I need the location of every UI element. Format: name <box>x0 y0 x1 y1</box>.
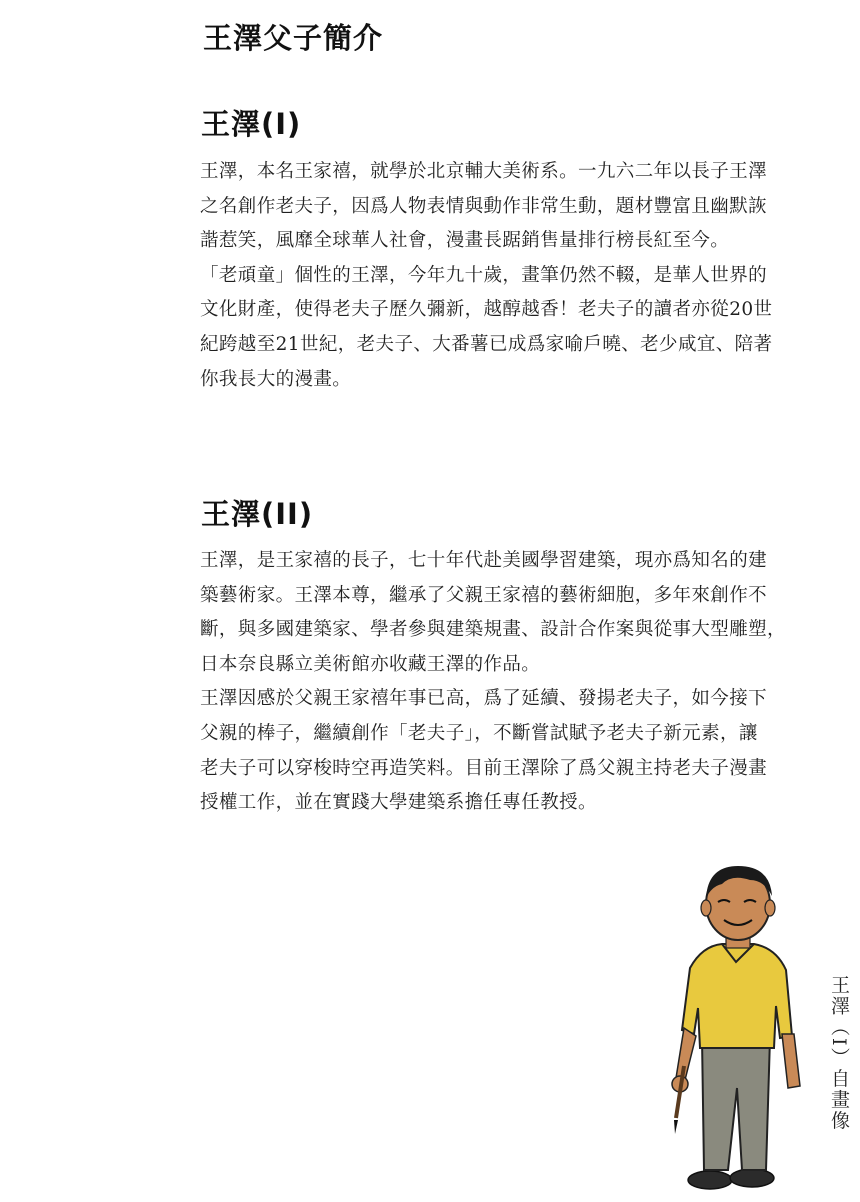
section-2-text <box>200 544 800 821</box>
text-line: 王澤，本名王家禧，就學於北京輔大美術系。一九六二年以長子王澤 <box>200 161 768 182</box>
text-line: 斷，與多國建築家、學者參與建築規畫、設計合作案與從事大型雕塑， <box>200 619 786 641</box>
portrait-caption: 王澤（I）自畫像 <box>828 975 850 1132</box>
text-line: 你我長大的漫畫。 <box>200 368 352 390</box>
text-line: 王澤因感於父親王家禧年事已高，爲了延續、發揚老夫子，如今接下 <box>200 688 768 710</box>
text-line: 王澤，是王家禧的長子，七十年代赴美國學習建築，現亦爲知名的建 <box>200 550 768 571</box>
text-line: 老夫子可以穿梭時空再造笑料。目前王澤除了爲父親主持老夫子漫畫 <box>200 757 768 779</box>
text-line: 諧惹笑，風靡全球華人社會，漫畫長踞銷售量排行榜長紅至今。 <box>200 230 730 252</box>
text-line: 日本奈良縣立美術館亦收藏王澤的作品。 <box>200 653 541 675</box>
text-line: 文化財產，使得老夫子歷久彌新，越醇越香！老夫子的讀者亦從20世 <box>200 299 773 321</box>
text-line: 紀跨越至21世紀，老夫子、大番薯已成爲家喻戶曉、老少咸宜、陪著 <box>200 333 773 355</box>
text-line: 父親的棒子，繼續創作「老夫子」，不斷嘗試賦予老夫子新元素，讓 <box>200 722 758 744</box>
section-heading-1: 王澤(I) <box>201 107 302 141</box>
page-title: 王澤父子簡介 <box>203 21 384 55</box>
text-line: 築藝術家。王澤本尊，繼承了父親王家禧的藝術細胞，多年來創作不 <box>200 584 768 606</box>
text-line: 「老頑童」個性的王澤，今年九十歲，畫筆仍然不輟，是華人世界的 <box>200 264 768 286</box>
section-1-text <box>200 155 800 397</box>
text-line: 授權工作，並在實踐大學建築系擔任專任教授。 <box>200 792 597 814</box>
self-portrait-illustration <box>662 858 812 1198</box>
text-line: 之名創作老夫子，因爲人物表情與動作非常生動，題材豐富且幽默詼 <box>200 195 768 217</box>
section-heading-2: 王澤(II) <box>201 497 314 531</box>
